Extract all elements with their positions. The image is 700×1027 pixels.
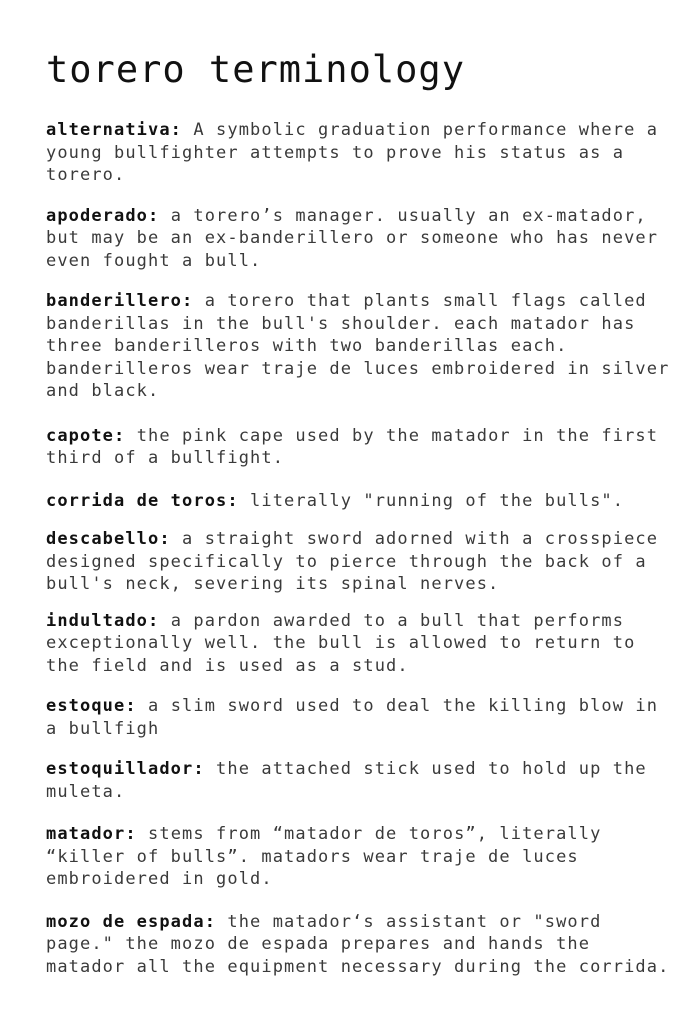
glossary-term: capote: (46, 425, 126, 446)
glossary-term: estoque: (46, 696, 137, 716)
glossary-entry-matador (46, 823, 676, 891)
glossary-definition: literally "running of the bulls". (238, 490, 625, 511)
glossary-entry-corrida-de-toros (46, 490, 676, 513)
glossary-entry-estoquillador (46, 758, 676, 803)
glossary-entry-estoque (46, 695, 676, 740)
glossary-entry-capote (46, 425, 676, 470)
glossary-definition: the pink cape used by the matador in the first third of a bullfight. (46, 425, 659, 468)
glossary-term: alternativa: (46, 120, 183, 140)
glossary-term: indultado: (46, 610, 160, 631)
page-title: torero terminology (46, 48, 465, 91)
glossary-definition: a torero that plants small flags called banderillas in the bull's shoulder. each matador has three banderilleros with two banderillas each. banderilleros wear traje de luces embroidered in silver and black. (46, 291, 670, 401)
glossary-term: corrida de toros: (46, 490, 239, 511)
glossary-term: mozo de espada: (46, 911, 217, 932)
glossary-definition: a pardon awarded to a bull that performs exceptionally well. the bull is allowed to return to the field and is used as a stud. (46, 610, 636, 676)
document-page (46, 46, 676, 978)
glossary-entry-banderillero (46, 290, 676, 403)
glossary-term: banderillero: (46, 291, 194, 311)
glossary-definition: the matador‘s assistant or "sword page." the mozo de espada prepares and hands the matador all the equipment necessary during the corrida. (46, 911, 670, 977)
glossary-entry-indultado (46, 610, 676, 678)
glossary-definition: a slim sword used to deal the killing blow in a bullfigh (46, 696, 659, 739)
glossary-definition: A symbolic graduation performance where a young bullfighter attempts to prove his status as a torero. (46, 120, 659, 185)
glossary-definition: a torero’s manager. usually an ex-matador, but may be an ex-banderillero or someone who has never even fought a bull. (46, 205, 659, 271)
glossary-definition: a straight sword adorned with a crosspiece designed specifically to pierce through the back of a bull's neck, severing its spinal nerves. (46, 529, 659, 594)
glossary-entry-apoderado (46, 205, 676, 273)
glossary-entry-alternativa (46, 119, 676, 187)
glossary-definition: stems from “matador de toros”, literally “killer of bulls”. matadors wear traje de luces embroidered in gold. (46, 824, 602, 889)
glossary-entry-descabello (46, 528, 676, 596)
glossary-term: descabello: (46, 529, 171, 549)
glossary-term: estoquillador: (46, 759, 205, 779)
glossary-term: matador: (46, 824, 137, 844)
glossary-term: apoderado: (46, 205, 160, 226)
glossary-definition: the attached stick used to hold up the muleta. (46, 759, 647, 802)
glossary-entry-mozo-de-espada (46, 911, 676, 979)
